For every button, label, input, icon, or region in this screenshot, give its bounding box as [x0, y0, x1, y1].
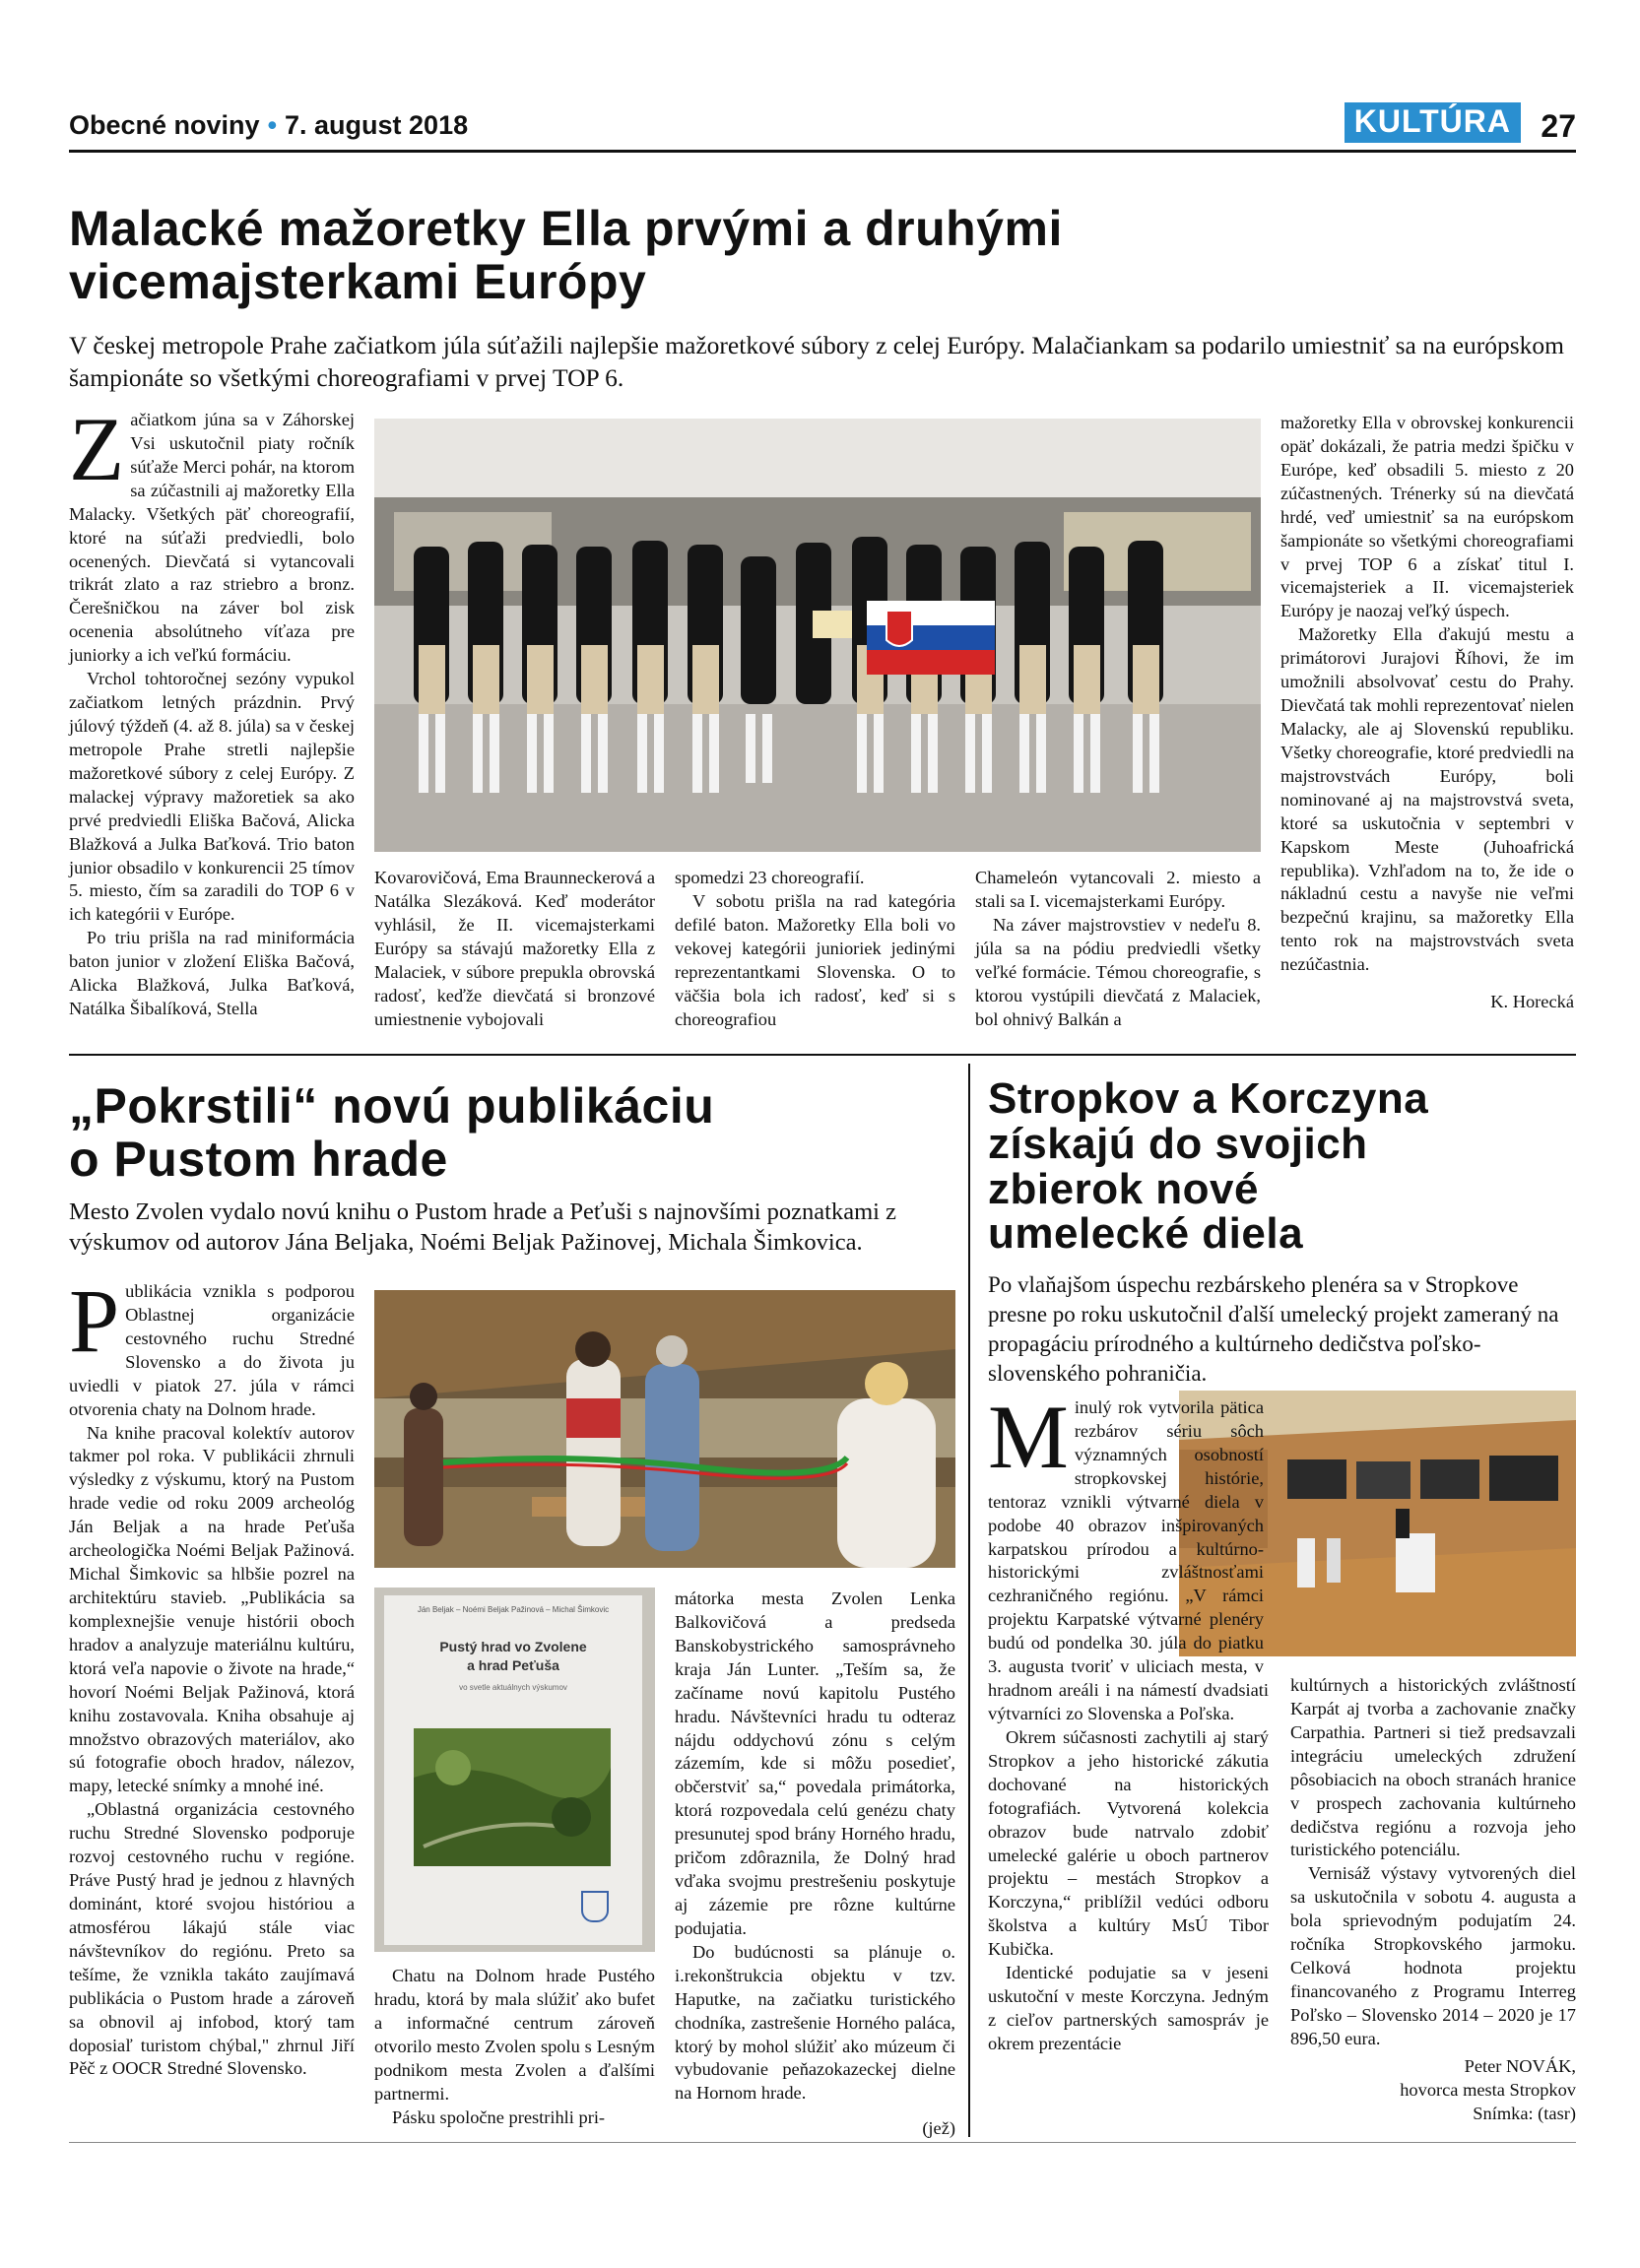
article1-title: Malacké mažoretky Ella prvými a druhými vicemajsterkami Európy — [69, 201, 1063, 309]
article1-author: K. Horecká — [1490, 992, 1574, 1012]
ribbon-cutting-photo — [374, 1290, 955, 1568]
footer-rule — [69, 2142, 1576, 2143]
book-title: Pustý hrad vo Zvolene a hrad Peťuša — [439, 1639, 587, 1673]
page-number: 27 — [1541, 108, 1576, 144]
section-label: KULTÚRA — [1345, 102, 1521, 143]
drop-cap: M — [988, 1387, 1069, 1487]
book-cover-photo — [374, 1588, 655, 1952]
drop-cap: Z — [69, 399, 125, 499]
article3-lead: Po vlaňajšom úspechu rezbárskeho plenéra sa v Stropkove presne po roku uskutočnil ďalší umelecký projekt zameraný na propagáciu prírodného a kultúrneho dedičstva poľsko-slovenského pohraničia. — [988, 1272, 1559, 1386]
article2-title: „Pokrstili“ novú publikáciu o Pustom hrade — [69, 1078, 715, 1187]
article1-col1: Začiatkom júna sa v Záhorskej Vsi uskutočnil piaty ročník súťaže Merci pohár, na ktorom sa zúčastnili aj mažoretky Ella Malacky. Všetkých päť choreografií, ktoré na súťaži predviedli, bolo ocenených. Dievčatá si vytancovali trikrát zlato a raz striebro a bronz. Čerešničkou na záver bol zisk ocenenia absolútneho víťaza pre juniorky a ich veľkú formáciu. Vrchol tohtoročnej sezóny vypukol začiatkom letných prázdnin. Prvý júlový týždeň (4. až 8. júla) sa v českej metropole Prahe stretli najlepšie mažoretkové súbory z celej Európy. Z malackej výpravy mažoretiek sa ako prvé predviedli Eliška Bačová, Alicka Blažková a Julka Baťková. Trio baton junior obsadilo v konkurencii 25 tímov 5. miesto, čím sa zaradili do TOP 6 v ich kategórii v Európe. Po triu prišla na rad miniformácia baton junior v zložení Eliška Bačová, Alicka Blažková, Julka Baťková, Natálka Šibalíková, Stella — [69, 399, 355, 1019]
article3-col2: kultúrnych a historických zvláštností Karpát aj tvorba a zachovanie značky Carpathia. Partneri si tiež predsavzali integráciu umeleckých združení pôsobiacich na oboch stranách hranice v prospech zachovania kultúrneho dedičstva regiónu a rozvoja jeho turistického potenciálu. Vernisáž výstavy vytvorených diel sa uskutočnila v sobotu 4. augusta a bola sprievodným podujatím 24. ročníka Stropkovského jarmoku. Celková hodnota projektu financovaného z Programu Interreg Poľsko – Slovensko 2014 – 2020 je 17 896,50 eura. Peter NOVÁK, hovorca mesta Stropkov Snímka: (tasr) — [1290, 1674, 1576, 2126]
drop-cap: P — [69, 1270, 120, 1371]
book-subtitle: vo svetle aktuálnych výskumov — [459, 1682, 567, 1692]
article2-author: (jež) — [922, 2118, 955, 2139]
article2-lead: Mesto Zvolen vydalo novú knihu o Pustom hrade a Peťuši s najnovšími poznatkami z výskumov od autorov Jána Beljaka, Noémi Beljak Pažinovej, Michala Šimkovica. — [69, 1199, 896, 1257]
article2-col2: Chatu na Dolnom hrade Pustého hradu, ktorá by mala slúžiť ako bufet a informačné centrum zároveň otvorilo mesto Zvolen spolu s Lesným podnikom mesta Zvolen a ďalšími partnermi. Pásku spoločne prestrihli pri- — [374, 1966, 655, 2127]
book-cover — [384, 1595, 642, 1945]
paper-name: Obecné noviny — [69, 110, 260, 140]
article1-col4: Chameleón vytancovali 2. miesto a stali sa I. vicemajsterkami Európy. Na záver majstrovstiev v nedeľu 8. júla sa na pódiu predviedli všetky veľké formácie. Témou choreografie, s ktorou vystúpili dievčatá z Malaciek, bol ohnivý Balkán a — [975, 868, 1261, 1029]
page-header — [69, 103, 1576, 153]
article2-col1: Publikácia vznikla s podporou Oblastnej organizácie cestovného ruchu Stredné Slovensko a do života ju uviedli v piatok 27. júla v rámci otvorenia chaty na Dolnom hrade. Na knihe pracoval kolektív autorov takmer pol roka. V publikácii zhrnuli výsledky z výskumu, ktorý na Pustom hrade vedie od roku 2009 archeológ Ján Beljak a na hrade Peťuša archeologička Noémi Beljak Pažinová. Michal Šimkovic sa hlbšie pozrel na architektúru stavieb. „Publikácia sa komplexnejšie venuje histórii oboch hradov a analyzuje materiálnu kultúru, ktorá veľa napovie o živote na hrade,“ hovorí Noémi Beljak Pažinová, ktorá knihu zostavovala. Kniha obsahuje aj množstvo obrazových materiálov, ako sú fotografie oboch hradov, nálezov, mapy, letecké snímky a mnohé iné. „Oblastná organizácia cestovného ruchu Stredné Slovensko podporuje rozvoj cestovného ruchu v regióne. Práve Pustý hrad je jednou z hlavných dominánt, ktoré svojou históriou a atmosférou lákajú stále viac návštevníkov do regiónu. Preto sa tešíme, že vznikla takáto zaujímavá publikácia o Pustom hrade a zároveň sa obnovil aj infobod, ktorý tam doposiaľ turistom chýbal," zhrnul Jiří Pěč z OOCR Stredné Slovensko. — [69, 1270, 355, 2079]
majorettes-photo — [374, 419, 1261, 852]
article3-title: Stropkov a Korczyna získajú do svojich zbierok nové umelecké diela — [988, 1074, 1429, 1259]
article3-col1: Minulý rok vytvorila pätica rezbárov sériu sôch významných osobností stropkovskej histórie, tentoraz vznikli výtvarné diela v podobe 40 obrazov inšpirovaných karpatskou prírodou a kultúrno-historickými zvláštnosťami cezhraničného regiónu. „V rámci projektu Karpatské výtvarné plenéry budú od pondelka 30. júla do piatku 3. augusta tvoriť v uliciach mesta, v hradnom areáli i na námestí dvadsiati výtvarníci zo Slovenska a Poľska. Okrem súčasnosti zachytili aj starý Stropkov a jeho historické zákutia dochované na historických fotografiách. Vytvorená kolekcia obrazov bude natrvalo zdobiť umelecké galérie u oboch partnerov projektu – mestách Stropkov a Korczyna,“ priblížil vedúci odboru školstva a kultúry MsÚ Tibor Kubička. Identické podujatie sa v jeseni uskutoční v meste Korczyna. Jedným z cieľov partnerských samospráv je okrem prezentácie — [988, 1387, 1269, 2053]
divider-vertical — [968, 1064, 970, 2137]
article1-lead: V českej metropole Prahe začiatkom júla súťažili najlepšie mažoretkové súbory z celej Európy. Malačiankam sa podarilo umiestniť sa na európskom šampionáte so všetkými choreografiami v prvej TOP 6. — [69, 331, 1565, 392]
article1-col2: Kovarovičová, Ema Braunneckerová a Natálka Slezáková. Keď moderátor vyhlásil, že II. vicemajsterkami Európy sa stávajú mažoretky Ella z Malaciek, v súbore prepukla obrovská radosť, keďže dievčatá si bronzové umiestnenie vybojovali — [374, 868, 655, 1029]
issue-date: 7. august 2018 — [285, 110, 469, 140]
header-masthead — [69, 110, 468, 141]
divider-horizontal — [69, 1054, 1576, 1056]
article3-author: Peter NOVÁK, hovorca mesta Stropkov Snímka: (tasr) — [1400, 2055, 1576, 2123]
header-separator-dot: • — [267, 110, 278, 140]
book-authors: Ján Beljak – Noémi Beljak Pažinová – Michal Šimkovic — [417, 1605, 610, 1614]
coat-of-arms-icon — [581, 1891, 609, 1922]
article2-col3: mátorka mesta Zvolen Lenka Balkovičová a predseda Banskobystrického samosprávneho kraja Ján Lunter. „Teším sa, že začíname novú kapitolu Pustého hradu. Návštevníci hradu tu odteraz nájdu oddychovú zónu s celým zázemím, kde si môžu posedieť, občerstviť sa,“ povedala primátorka, ktorá rozpovedala celú genézu chaty presunutej spod brány Horného hradu, pričom zdôraznila, že Dolný hrad vďaka svojmu prestrešeniu poskytuje aj zázemie pre rôzne kultúrne podujatia. Do budúcnosti sa plánuje o. i.rekonštrukcia objektu v tzv. Haputke, na začiatku turistického chodníka, zastrešenie Horného paláca, ktorý by mohol slúžiť ako múzeum či vybudovanie peňazokazeckej dielne na Hornom hrade. (jež) — [675, 1588, 955, 2141]
article1-col3: spomedzi 23 choreografií. V sobotu prišla na rad kategória defilé baton. Mažoretky Ella boli vo vekovej kategórii junioriek jedinými reprezentantkami Slovenska. O to väčšia bola ich radosť, keď si s choreografiou — [675, 868, 955, 1029]
book-aerial-image — [414, 1728, 611, 1866]
article1-col5: mažoretky Ella v obrovskej konkurencii opäť dokázali, že patria medzi špičku v Európe, keď obsadili 5. miesto z 20 zúčastnených. Trénerky sú na dievčatá hrdé, veď umiestniť sa na európskom šampionáte so všetkými choreografiami v prvej TOP 6 a získať titul I. vicemajsteriek a II. vicemajsteriek Európy je naozaj veľký úspech. Mažoretky Ella ďakujú mestu a primátorovi Jurajovi Říhovi, že im umožnili absolvovať cestu do Prahy. Dievčatá tak mohli reprezentovať nielen Malacky, ale aj Slovenskú republiku. Všetky choreografie, ktoré predviedli na majstrovstvách Európy, boli nominované aj na majstrovstvá sveta, ktoré sa uskutočnia v septembri v Kapskom Meste (Juhoafrická republika). Vzhľadom na to, že ide o nákladnú cestu a navyše nie veľmi bezpečnú krajinu, sa mažoretky Ella tento rok na majstrovstvách sveta nezúčastnia. K. Horecká — [1280, 412, 1574, 1014]
